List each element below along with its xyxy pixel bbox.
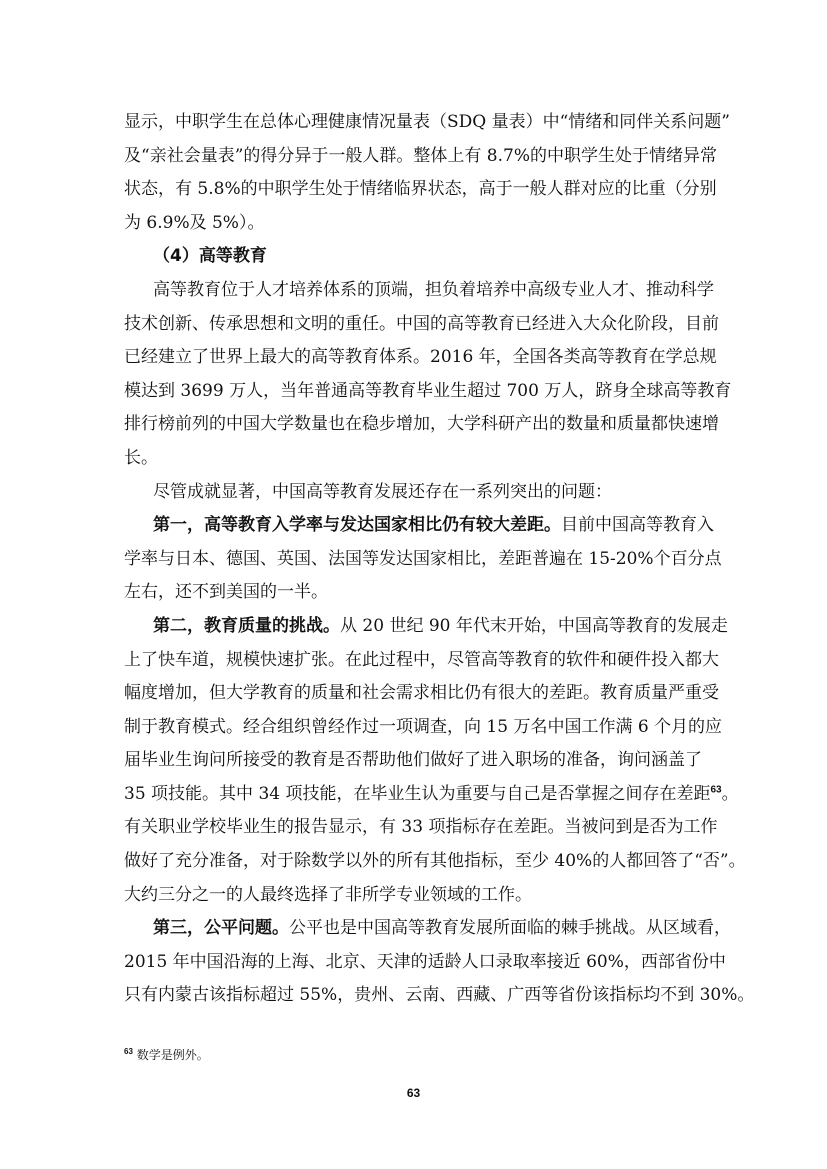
text-line: [124, 106, 730, 140]
text-segment: 模达到 3699 万人，当年普通高等教育毕业生超过 700 万人，跻身全球高等教育: [124, 380, 732, 401]
page-number: 63: [406, 1086, 421, 1100]
text-line: [124, 442, 700, 476]
text-segment: 有关职业学校毕业生的报告显示，有 33 项指标存在差距。当被问到是否为工作: [124, 817, 718, 838]
text-line: [124, 644, 719, 678]
text-segment: 做好了充分准备，对于除数学以外的所有其他指标，至少 40%的人都回答了“否”。: [124, 851, 746, 872]
section-heading: [124, 240, 700, 274]
text-line: [124, 140, 717, 174]
text-segment: 2015 年中国沿海的上海、北京、天津的适龄人口录取率接近 60%，西部省份中: [124, 951, 726, 972]
text-segment: 高等教育位于人才培养体系的顶端，担负着培养中高级专业人才、推动科学: [153, 279, 714, 300]
text-line: [124, 946, 726, 980]
text-line: [124, 811, 718, 845]
text-line: [124, 341, 717, 375]
text-segment: 状态，有 5.8%的中职学生处于情绪临界状态，高于一般人群对应的比重（分别: [124, 179, 717, 200]
footnote-text: 数学是例外。: [136, 1048, 209, 1062]
text-line: [124, 845, 746, 879]
text-line: [124, 677, 719, 711]
text-segment: 从 20 世纪 90 年代末开始，中国高等教育的发展走: [340, 615, 728, 636]
text-segment: 为 6.9%及 5%）。: [124, 212, 265, 233]
text-segment: 及“亲社会量表”的得分异于一般人群。整体上有 8.7%的中职学生处于情绪异常: [124, 145, 717, 166]
text-segment: 学率与日本、德国、英国、法国等发达国家相比，差距普遍在 15-20%个百分点: [124, 548, 722, 569]
text-segment: 35 项技能。其中 34 项技能，在毕业生认为重要与自己是否掌握之间存在差距: [124, 783, 711, 804]
text-line: [124, 274, 714, 308]
text-line: [124, 207, 700, 241]
body-text: [124, 106, 755, 1013]
text-line: [124, 408, 719, 442]
text-segment: 长。: [124, 447, 158, 468]
text-line: [124, 879, 700, 913]
text-line: [124, 711, 723, 745]
text-segment: 上了快车道，规模快速扩张。在此过程中，尽管高等教育的软件和硬件投入都大: [124, 649, 719, 670]
bold-lead: （4）高等教育: [153, 246, 267, 267]
footnote-mark: 63: [124, 1047, 133, 1056]
text-segment: 技术创新、传承思想和文明的重任。中国的高等教育已经进入大众化阶段，目前: [124, 313, 719, 334]
text-segment: 只有内蒙古该指标超过 55%，贵州、云南、西藏、广西等省份该指标均不到 30%。: [124, 985, 755, 1006]
footnote-reference: 63: [710, 784, 722, 796]
text-segment: 制于教育模式。经合组织曾经作过一项调查，向 15 万名中国工作满 6 个月的应: [124, 716, 723, 737]
text-segment: 幅度增加，但大学教育的质量和社会需求相比仍有很大的差距。教育质量严重受: [124, 683, 719, 704]
text-segment: 已经建立了世界上最大的高等教育体系。2016 年，全国各类高等教育在学总规: [124, 347, 717, 368]
bold-lead: 第二，教育质量的挑战。: [153, 615, 340, 636]
text-segment: 排行榜前列的中国大学数量也在稳步增加，大学科研产出的数量和质量都快速增: [124, 414, 719, 435]
text-line: [124, 610, 728, 644]
footnote: [124, 1046, 209, 1063]
bold-lead: 第一，高等教育入学率与发达国家相比仍有较大差距。: [153, 515, 561, 536]
text-segment: 尽管成就显著，中国高等教育发展还存在一系列突出的问题：: [153, 481, 612, 502]
text-line: [124, 308, 719, 342]
text-line: [124, 509, 714, 543]
text-segment: 。: [721, 783, 739, 804]
text-segment: 届毕业生询问所接受的教育是否帮助他们做好了进入职场的准备，询问涵盖了: [124, 750, 702, 771]
text-line: [124, 173, 717, 207]
text-segment: 左右，还不到美国的一半。: [124, 582, 328, 603]
text-line: [124, 744, 700, 778]
text-line: [124, 375, 732, 409]
text-segment: 大约三分之一的人最终选择了非所学专业领域的工作。: [124, 884, 532, 905]
text-line: [124, 543, 722, 577]
bold-lead: 第三，公平问题。: [153, 918, 289, 939]
text-segment: 显示，中职学生在总体心理健康情况量表（SDQ 量表）中“情绪和同伴关系问题”: [124, 112, 730, 132]
text-line: [124, 576, 700, 610]
text-line: [124, 476, 700, 510]
text-line: [124, 778, 739, 812]
text-line: [124, 979, 755, 1013]
text-line: [124, 912, 731, 946]
text-segment: 目前中国高等教育入: [561, 515, 714, 536]
text-segment: 公平也是中国高等教育发展所面临的棘手挑战。从区域看，: [289, 918, 731, 939]
